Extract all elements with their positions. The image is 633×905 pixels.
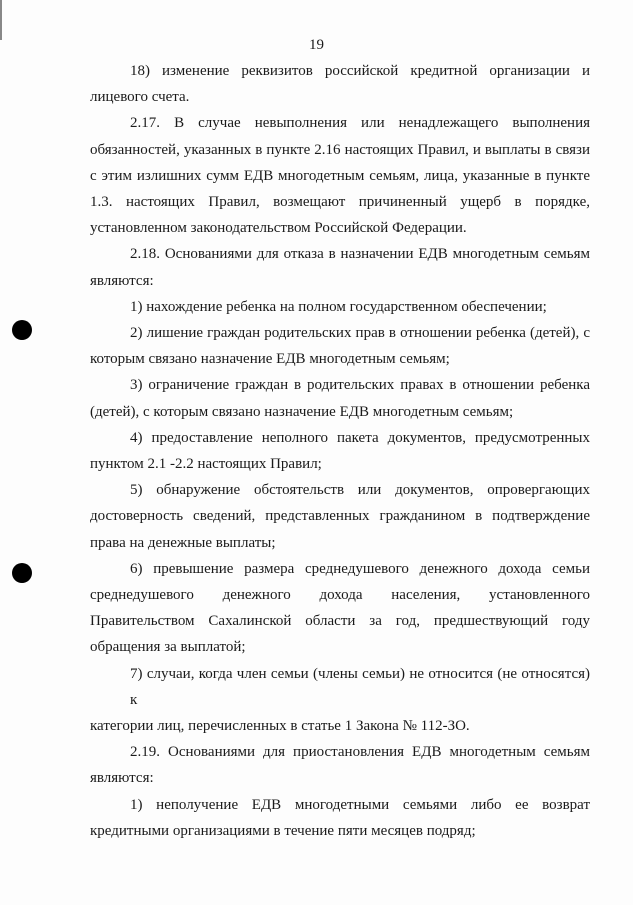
text-line: лицевого счета. bbox=[90, 89, 190, 106]
text-line: 7) случаи, когда член семьи (члены семьи) не относится (не относятся) к bbox=[130, 665, 590, 708]
scan-edge-mark bbox=[0, 0, 2, 40]
text-line: (детей), с которым связано назначение ЕДВ многодетным семьям; bbox=[90, 403, 514, 420]
text-line: 1) нахождение ребенка на полном государственном обеспечении; bbox=[130, 298, 547, 315]
text-line: пунктом 2.1 -2.2 настоящих Правил; bbox=[90, 456, 322, 473]
text-line: с этим излишних сумм ЕДВ многодетным семьям, лица, указанные в пункте bbox=[90, 167, 590, 184]
text-line: 2.17. В случае невыполнения или ненадлежащего выполнения bbox=[130, 115, 590, 132]
text-line: 5) обнаружение обстоятельств или документов, опровергающих bbox=[130, 482, 590, 499]
text-line: 2.18. Основаниями для отказа в назначении ЕДВ многодетным семьям bbox=[130, 246, 590, 263]
text-line: категории лиц, перечисленных в статье 1 Закона № 112-ЗО. bbox=[90, 718, 470, 735]
text-line: кредитными организациями в течение пяти месяцев подряд; bbox=[90, 822, 476, 839]
text-line: 18) изменение реквизитов российской кредитной организации и bbox=[130, 63, 590, 79]
text-line: установленном законодательством Российской Федерации. bbox=[90, 220, 467, 237]
text-line: 6) превышение размера среднедушевого денежного дохода семьи bbox=[130, 560, 590, 577]
text-line: обращения за выплатой; bbox=[90, 639, 246, 656]
text-line: права на денежные выплаты; bbox=[90, 534, 276, 551]
text-line: 3) ограничение граждан в родительских правах в отношении ребенка bbox=[130, 377, 590, 394]
text-line: 4) предоставление неполного пакета документов, предусмотренных bbox=[130, 429, 590, 446]
text-line: 1.3. настоящих Правил, возмещают причиненный ущерб в порядке, bbox=[90, 194, 590, 211]
text-line: 2) лишение граждан родительских прав в отношении ребенка (детей), с bbox=[130, 325, 590, 342]
text-line: 2.19. Основаниями для приостановления ЕДВ многодетным семьям bbox=[130, 744, 590, 761]
text-line: среднедушевого денежного дохода населения, установленного bbox=[90, 587, 590, 604]
text-line: Правительством Сахалинской области за год, предшествующий году bbox=[90, 613, 590, 630]
text-line: которым связано назначение ЕДВ многодетным семьям; bbox=[90, 351, 450, 368]
text-line: обязанностей, указанных в пункте 2.16 настоящих Правил, и выплаты в связи bbox=[90, 141, 590, 158]
document-body bbox=[90, 58, 590, 844]
page-number: 19 bbox=[309, 37, 324, 53]
text-line: 1) неполучение ЕДВ многодетными семьями либо ее возврат bbox=[130, 796, 590, 813]
punch-hole-top bbox=[12, 320, 32, 340]
text-line: являются: bbox=[90, 770, 154, 787]
punch-hole-bottom bbox=[12, 563, 32, 583]
text-line: являются: bbox=[90, 272, 154, 289]
text-line: достоверность сведений, представленных гражданином в подтверждение bbox=[90, 508, 590, 525]
